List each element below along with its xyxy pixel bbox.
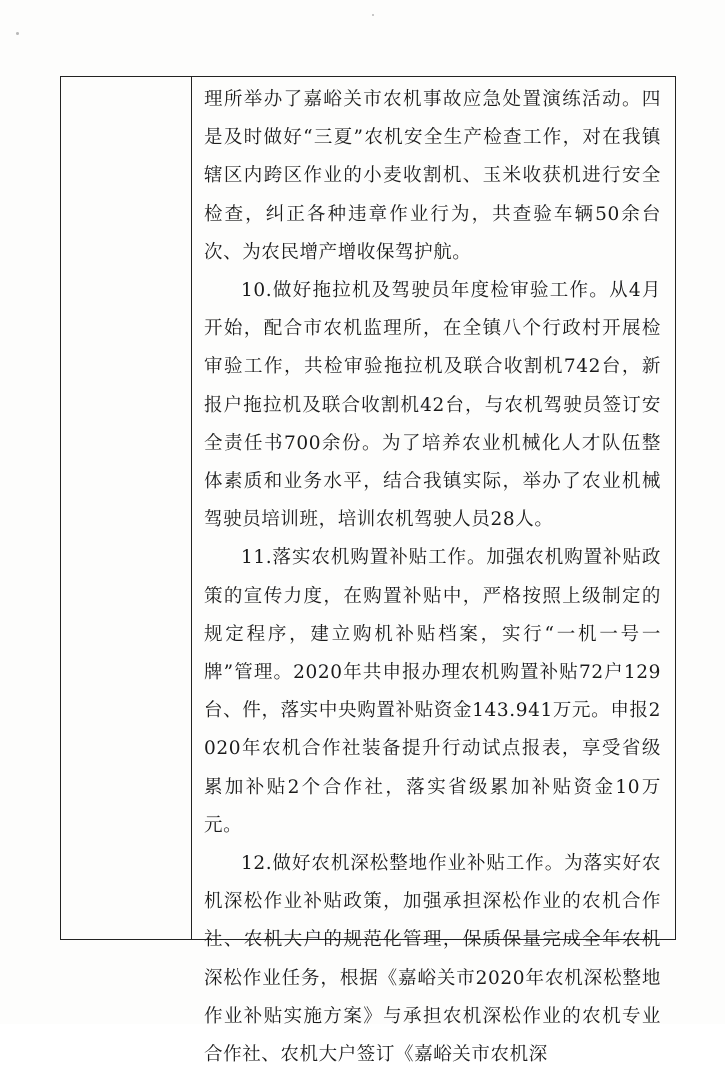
table-content-cell [192, 77, 675, 1066]
report-table [60, 76, 676, 1066]
scan-speck [16, 32, 19, 35]
table-label-cell [61, 77, 192, 939]
paragraph-item-10: 10.做好拖拉机及驾驶员年度检审验工作。从4月开始，配合市农机监理所，在全镇八个行政村开展检审验工作，共检审验拖拉机及联合收割机742台，新报户拖拉机及联合收割机42台，与农机驾驶员签订安全责任书700余份。为了培养农业机械化人才队伍整体素质和业务水平，结合我镇实际，举办了农业机械驾驶员培训班，培训农机驾驶人员28人。 [204, 280, 661, 531]
paragraph-continuation: 理所举办了嘉峪关市农机事故应急处置演练活动。四是及时做好“三夏”农机安全生产检查工作，对在我镇辖区内跨区作业的小麦收割机、玉米收获机进行安全检查，纠正各种违章作业行为，共查验车辆50余台次、为农民增产增收保驾护航。 [204, 89, 661, 263]
scan-speck [372, 14, 374, 16]
paragraph-item-12: 12.做好农机深松整地作业补贴工作。为落实好农机深松作业补贴政策，加强承担深松作业的农机合作社、农机大户的规范化管理，保质保量完成全年农机深松作业任务，根据《嘉峪关市2020年农机深松整地作业补贴实施方案》与承担农机深松作业的农机专业合作社、农机大户签订《嘉峪关市农机深 [204, 853, 661, 1066]
paragraph-item-11: 11.落实农机购置补贴工作。加强农机购置补贴政策的宣传力度，在购置补贴中，严格按照上级制定的规定程序，建立购机补贴档案，实行“一机一号一牌”管理。2020年共申报办理农机购置补贴72户129台、件，落实中央购置补贴资金143.941万元。申报2020年农机合作社装备提升行动试点报表，享受省级累加补贴2个合作社，落实省级累加补贴资金10万元。 [204, 547, 661, 836]
